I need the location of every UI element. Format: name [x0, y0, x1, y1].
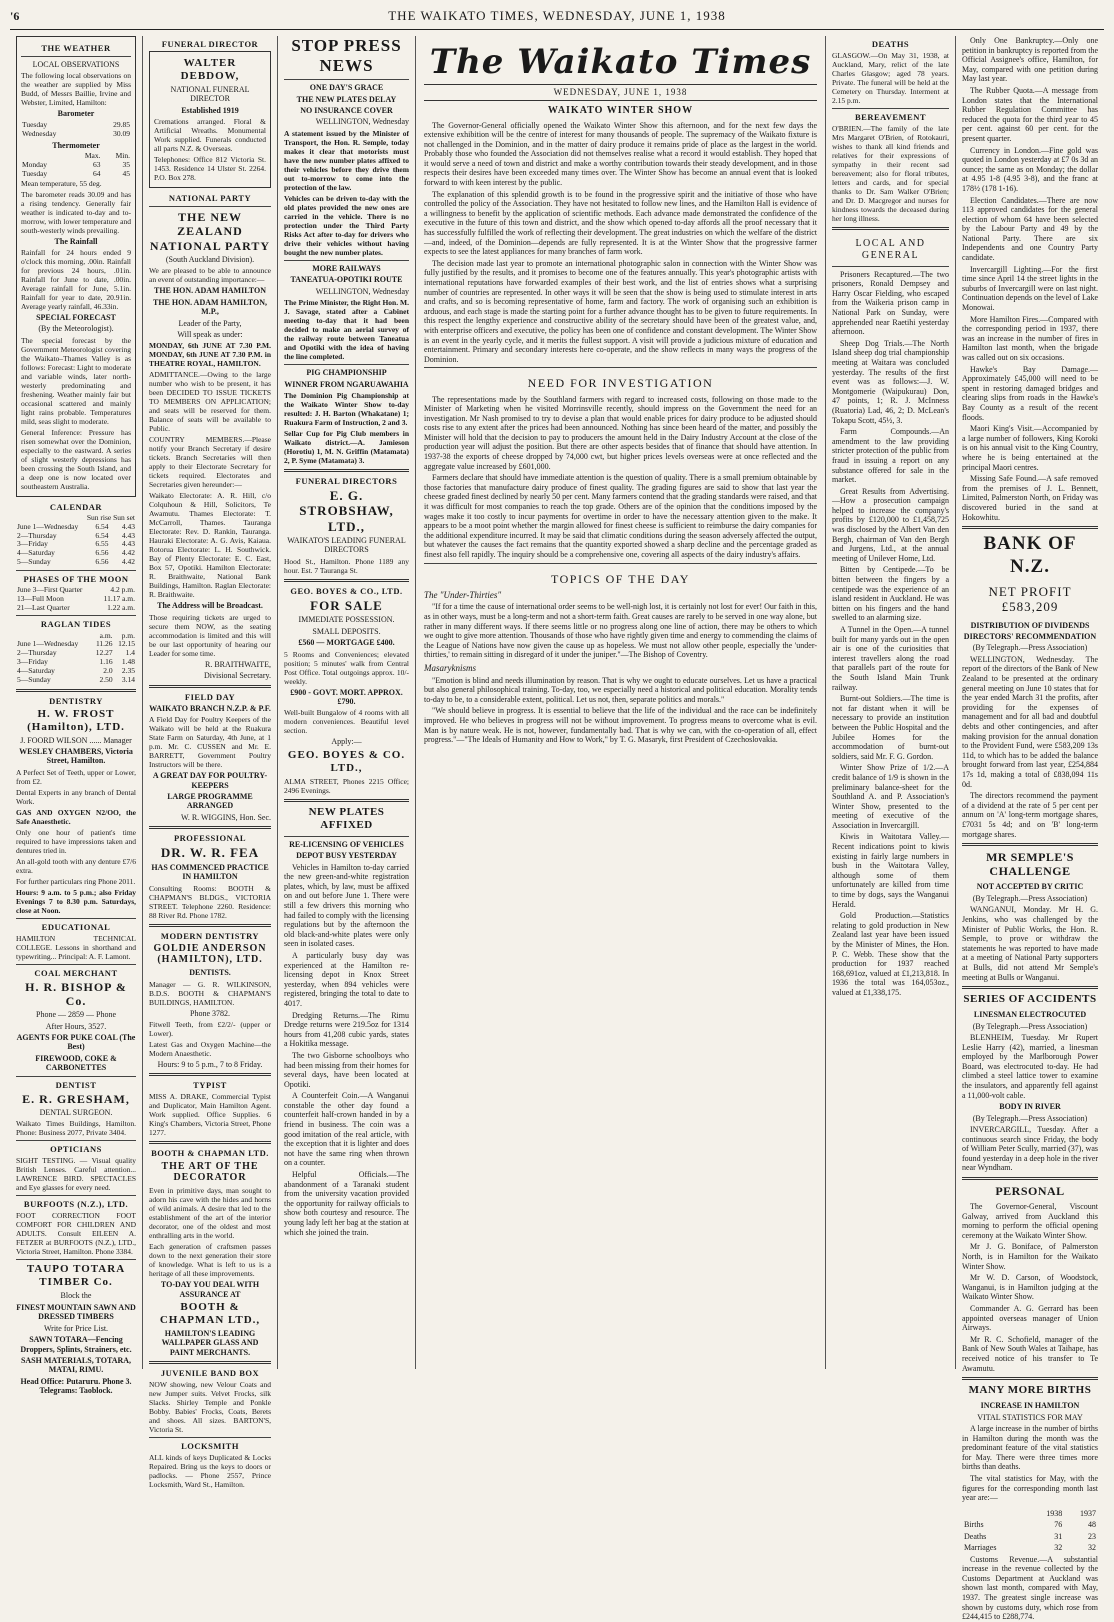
mean-temp: Mean temperature, 55 deg. — [21, 178, 102, 188]
bishop-name: H. R. BISHOP & Co. — [25, 979, 127, 1009]
bereavement-heading: BEREAVEMENT — [855, 112, 926, 123]
running-masthead: THE WAIKATO TIMES, WEDNESDAY, JUNE 1, 1938 — [388, 8, 726, 23]
weather-sub: LOCAL OBSERVATIONS — [32, 60, 120, 70]
page-header — [10, 8, 1104, 30]
juvenile-title: JUVENILE BAND BOX — [160, 1368, 260, 1379]
walter-ad: WALTER DEBDOW, NATIONAL FUNERAL DIRECTOR Established 1919 Cremations arranged. Floral & Artificial Wreaths. Monumental Work supplied. Funerals conducted all parts N.Z. & Overseas. Telephones: Office 812 Victoria St. 1453. Residence 14 Ulster St. 2264. P.O. Box 278. — [149, 51, 271, 188]
frost-address: WESLEY CHAMBERS, Victoria Street, Hamilton. — [19, 746, 133, 766]
lead-heading: WAIKATO WINTER SHOW — [547, 104, 694, 116]
deaths-heading: DEATHS — [871, 39, 910, 49]
semple-title: MR SEMPLE'S CHALLENGE — [986, 850, 1074, 879]
general-inference: General Inference: Pressure has risen somewhat over the Dominion, especially to the eastward. A series of slight westerly depressions has been crossing the South Island, and a deep one is now located over southeastern Australia. — [21, 427, 131, 491]
column-5: DEATHS GLASGOW.—On May 31, 1938, at Auckland, Mary, relict of the late Charles Glasgow; aged 78 years. Private. The funeral will be held at the Cemetery on Thursday. Interment at 2.15 p.m. BEREAVEMENT O'BRIEN.—The family of the late Mrs Margaret O'Brien, of Rotokauri, wishes to thank all kind friends and relatives for their expressions of sympathy in their recent sad bereavement; also for floral tributes, letters and cards, and for special thanks to Dr. Sam Walker O'Brien; and Dr. D. Macgregor and nurses for kindness towards the deceased during her long illness. LOCAL AND GENERAL Prisoners Recaptured.—The two prisoners, Ronald Dempsey and Harry Oscar Fielding, who escaped from the Waikeria prison camp in National Park on Sunday, were apprehended near Raetihi yesterday afternoon. Sheep Dog Trials.—The North Island sheep dog trial championship meeting at Waitara was concluded yesterday. The results of the first event was as follows:—J. W. Montgomerie (Waipukurau) Don, 47 points, 1; R. J. McInness (Ruatoria) Lad, 46, 2; D. McLean's Tokapu Scott, 45½, 3. Farm Compounds.—An amendment to the law providing stricter protection of the public from fraud in issuing a report on any substance offered for sale in the market. Great Results from Advertising.—How a prosecution campaign helped to increase the company's profits by £120,000 to £1,458,725 was disclosed by the Albert Van den Bergh, chairman of Van den Bergh and Jurgens, Ltd., at the annual meeting of Unilever Home, Ltd. Bitten by Centipede.—To be bitten between the fingers by a centipede was the experience of an island resident in Auckland. He was bitten on his fingers and the hand swelled to an alarming size. A Tunnel in the Open.—A tunnel built for many yards out in the open air is one of the curiosities that interest travellers along the road that parallels part of the route for the South Island Main Trunk railway. Burnt-out Soldiers.—The time is not far distant when it will be necessary to provide an institution between the Public Hospital and the Jubilee Homes for the accommodation of burnt-out soldiers, said Mr. F. G. Gordon. Winter Show Prize of 1/2.—A credit balance of 1/9 is shown in the preliminary balance-sheet for the Southland A. and P. Association's Winter Show, presented to the meeting of executive of the Association in Invercargill. Kiwis in Waitotara Valley.—Recent indications point to kiwis existing in fairly large numbers in bush in the Waitotara Valley, although some of them unfortunately are killed from time to time by dogs, says the Wanganui Herald. Gold Production.—Statistics relating to gold production in New Zealand last year have been issued by the Minister of Mines, the Hon. P. C. Webb. These show that the production for 1937 reached 168,691oz, valued at £1,213,818. In 1936 the total was 164,053oz., valued at £1,338,175. — [826, 36, 956, 1369]
party-name: THE NEW ZEALAND NATIONAL PARTY — [149, 210, 271, 253]
booth-title: BOOTH & CHAPMAN LTD. — [151, 1148, 269, 1159]
barometer-text: The barometer reads 30.09 and has a rising tendency. Generally fair weather is indicated to-day and to-morrow, with lower temperature and south-westerly winds prevailing. — [21, 189, 131, 235]
calendar-table: Sun rise Sun set June 1—Wednesday 6.54 4.43 2—Thursday 6.54 4.43 3—Friday 6.55 4.43 4—Saturday 6.56 4.42 5—Sunday 6.56 4.42 — [17, 512, 135, 567]
educational-text: HAMILTON TECHNICAL COLLEGE. Lessons in shorthand and typewriting... Principal: A. F. Lamont. — [16, 933, 136, 961]
weather-box — [16, 36, 136, 497]
accidents-title: SERIES OF ACCIDENTS — [963, 993, 1097, 1006]
masthead-title: The Waikato Times — [429, 42, 812, 82]
locksmith-title: LOCKSMITH — [181, 1441, 239, 1452]
vital-statistics-table: 1938 1937 Births 76 48 Deaths 31 23 Marriages 32 32 — [964, 1508, 1096, 1553]
frost-name: H. W. FROST (Hamilton), LTD. — [27, 707, 125, 733]
boyes-title: GEO. BOYES & CO., LTD. — [290, 585, 403, 596]
bank-net-profit: NET PROFIT £583,209 — [988, 583, 1072, 615]
fea-name: DR. W. R. FEA — [160, 845, 260, 861]
column-2: FUNERAL DIRECTOR WALTER DEBDOW, NATIONAL FUNERAL DIRECTOR Established 1919 Cremations arranged. Floral & Artificial Wreaths. Monumental Work supplied. Funerals conducted all parts N.Z. & Overseas. Telephones: Office 812 Victoria St. 1453. Residence 14 Ulster St. 2264. P.O. Box 278. NATIONAL PARTY THE NEW ZEALAND NATIONAL PARTY (South Auckland Division). We are pleased to be able to announce an event of outstanding importance:— THE HON. ADAM HAMILTON THE HON. ADAM HAMILTON, M.P., Leader of the Party, Will speak as under: MONDAY, 6th JUNE AT 7.30 P.M. MONDAY, 6th JUNE AT 7.30 P.M. in THEATRE ROYAL, HAMILTON. ADMITTANCE.—Owing to the large number who wish to be present, it has been DECIDED TO ISSUE TICKETS TO MEMBERS ON APPLICATION; and seats will be reserved for them. Balance of seats will be available to Public. COUNTRY MEMBERS.—Please notify your Branch Secretary if desire tickets. Branch Secretaries will then apply to their Electorate Secretary for tickets required. Electorates and Secretaries given hereunder:— Waikato Electorate: A. R. Hill, c/o Colquhoun & Hill, Solicitors, Te Awamutu. Thames Electorate: T. McCarroll, Thames. Tauranga Electorate: Rev. D. Rankin, Tauranga. Hauraki Electorate: A. G. Avis, Kaiaua. Rotorua Electorate: L. H. Southwick. Bay of Plenty Electorate: E. C. East, Box 57, Opotiki. Hamilton Electorate: R. Braithwaite, National Bank Buildings, Hamilton. Raglan Electorate: R. Braithwaite. The Address will be Broadcast. Those requiring tickets are urged to secure them NOW, as the seating accommodation is limited and this will be our last opportunity of hearing our Leader for some time. R. BRAITHWAITE, Divisional Secretary. FIELD DAY WAIKATO BRANCH N.Z.P. & P.F. A Field Day for Poultry Keepers of the Waikato will be held at the Ruakura State Farm on Saturday, 4th June, at 1 p.m. Mr. C. CUSSEN and Mr. E. BARRETT, Government Poultry Instructors will be there. A GREAT DAY FOR POULTRY-KEEPERS LARGE PROGRAMME ARRANGED W. R. WIGGINS, Hon. Sec. PROFESSIONAL DR. W. R. FEA HAS COMMENCED PRACTICE IN HAMILTON Consulting Rooms: BOOTH & CHAPMAN'S BLDGS., VICTORIA STREET. Telephone 2260. Residence: 88 River Rd. Phone 1782. MODERN DENTISTRY GOLDIE ANDERSON (HAMILTON), LTD. DENTISTS. Manager — G. R. WILKINSON, B.D.S. BOOTH & CHAPMAN'S BUILDINGS, HAMILTON. Phone 3782. Fitwell Teeth, from £2/2/- (upper or Lower). Latest Gas and Oxygen Machine—the Modern Anaesthetic. Hours: 9 to 5 p.m., 7 to 8 Friday. TYPIST MISS A. DRAKE, Commercial Typist and Duplicator, Main Hamilton Agent. Work supplied. Office Supplies. 6 King's Chambers, Victoria Street, Phone 1277. BOOTH & CHAPMAN LTD. THE ART OF THE DECORATOR Even in primitive days, man sought to adorn his cave with the hides and horns of wild animals. A desire that led to the establishment of the art of the interior decorator, one of the oldest and most enthralling arts in the world. Each generation of craftsmen passes down to the next generation their store of knowledge. What is left to us is a heritage of all these improvements. TO-DAY YOU DEAL WITH ASSURANCE AT BOOTH & CHAPMAN LTD., HAMILTON'S LEADING WALLPAPER GLASS AND PAINT MERCHANTS. JUVENILE BAND BOX NOW showing, new Velour Coats and new Jumper suits. Velvet Frocks, silk Slacks. Shirley Temple and Ponkle Bobby. Babies' Frocks, Coats, Berets and shoes. All sizes. BARTON'S, Victoria St. LOCKSMITH ALL kinds of keys Duplicated & Locks Repaired. Bring us the keys to doors or padlocks. — Phone 2557, Prince Locksmith, Ward St., Hamilton. — [143, 36, 278, 1369]
tides-table: a.m. p.m. June 1—Wednesday 11.26 12.15 2—Thursday 12.27 1.4 3—Friday 1.16 1.48 4—Saturday 2.0 2.35 5—Sunday 2.50 3.14 — [17, 630, 135, 684]
typist-title: TYPIST — [193, 1080, 227, 1091]
coal-title: COAL MERCHANT — [34, 967, 118, 978]
tides-title: RAGLAN TIDES — [40, 619, 112, 630]
calendar-title: CALENDAR — [49, 501, 103, 512]
funeral-title: FUNERAL DIRECTOR — [161, 39, 259, 49]
column-editorial: The Waikato Times WEDNESDAY, JUNE 1, 1938 WAIKATO WINTER SHOW The Governor-General officially opened the Waikato Winter Show this afternoon, and for the next few days the extensive exhibition will be the centre of interest for many thousands of people. The supremacy of the Waikato fixture is not challenged in the Dominion, and in the matter of dairy produce it remains pride of place as the largest in the world. Probably those who founded the Association did not themselves realise what a record it would establish. They hoped that it would serve a need of town and district and make a worthy contribution towards their steady development, and in those respects their desires have been exceeded many times over. The Winter Show has become an annual event that is looked forward to with keen interest by the public. The explanation of this splendid growth is to be found in the progressive spirit and the initiative of those who have controlled the policy of the Association. They have not hesitated to follow new lines, and the Hamilton Hall is evidence of a willingness to benefit by the application of scientific methods. Each advance made demonstrated the confidence of the executive in the future of this town and district, and the show which opened to-day affords all the proof necessary that it has successfully fulfilled the work of reflecting their development. The great industries on which the welfare of the district—and, indeed, of the Dominion—depends are fully represented. It is at the Winter Show that the progressive farmer expects to see the latest appliances for many branches of farm work. The decision made last year to promote an international photographic salon in connection with the Winter Show was fully justified by the results, and it promises to become one of the features annually. This year's photographic artists with international reputations have forwarded examples of their best work, and the list of entries shows what a surprising number of countries are represented. In other ways it will be seen that the show is being used to stimulate interest in arts and crafts, and so is becoming representative of home, farm and factory. The work of organising such an exhibition is arduous, and each stage is made the starting point for a further advance thought has to be given to future requirements. In this respect the lengthy experience and constructive ability of the secretary should have been of the greatest value, and, with enterprise officers and executive, the policy has been one of confidence and constant development. The Winter Show is an event in the yearly cycle, and it merits the fullest support. A visit will provide a judicious mixture of education and entertainment. Primary and secondary interests here co-operate, and the show reflects in many ways the progress of the Dominion. NEED FOR INVESTIGATION The representations made by the Southland farmers with regard to increased costs, following on those made to the Minister of Marketing when he visited Morrinsville recently, should impress on the Government the need for an investigation. Mr Nash promised to try to devise a plan that would enable prices for dairy produce to be adjusted should costs rise to any extent after the prices had been announced. Nothing has since been heard of the matter, and possibly the Minister will hold that the decision to pay to producers the amount held in the Dairy Industry Account at the close of the production year will adjust the position. But there are other aspects besides that of finance that should have attention. In 1937-38 the exports of cheese dropped by 74,000 cwt, but higher prices levels overseas were at once reflected and the aggregate value increased by £601,000. Farmers declare that should have immediate attention is the question of quality. There is a small premium obtainable by those factories that manufacture dairy produce of finest quality. The grading figures are said to show that last year the cheese graded finest declined by nearly 50 per cent. Many farmers contend that the grading standards were raised, and that it was difficult for most companies to reach the top grade. Others are of the opinion that the conditions imposed by the wages make it too costly to incur payments for overtime in order to have the necessary attention given to the make. It appears to be a moot point whether the margin allowed for finest cheese is sufficient to reimburse the dairy companies for the additional expenditure incurred. It may be said that climatic conditions during the season adversely affected the output, but whatever the causes the fact remains that the quantity exported showed a sharp decline and the percentage graded as finest also fell rapidly. The inquiry should be a comprehensive one, covering all aspects of the dairy industry's affairs. TOPICS OF THE DAY The "Under-Thirties" "If for a time the cause of international order seems to be well-nigh lost, it is certainly not lost for ever! Our faith in this, as in other ways, must be a long-term and not a short-term faith. Great causes are rarely to be served in one way alone, but rather in many different ways. If there seems little or no progress along one line of action, there may be others to which we ought to give more attention. Thousands of those who have rightly given time and energy to commending the claims of the League of Nations have now given the cause up as hopeless. We must not allow other people, especially the 'under-thirties,' to remain sitting in disregard of it under the juniper."—The Bishop of Coventry. Masaryknisms "Emotion is blind and needs illumination by reason. That is why we ought to educate ourselves. Let us have a practical but also general philosophical training. To-day, too, we especially need a historical and political education. Morality tends to-day to be, to a considerable extent, political. Let us not, then, separate politics and morals." "We should believe in progress. It is essential to believe that the life of the individual and the race can be indefinitely improved. He who believes in progress will not be without improvement. To progress means to overcome what is evil. Man is by nature weak. He is not, however, fundamentally bad. That is why we can, with the co-operation of all, effect progress."—"The Ideals of Humanity and How to Work," by T. G. Masaryk, first President of Czechoslovakia. — [416, 36, 826, 1369]
plates-head: NEW PLATES AFFIXED — [308, 805, 385, 831]
burfoots-text: FOOT CORRECTION FOOT COMFORT FOR CHILDREN AND ADULTS. Consult EILEEN A. FETZER at BURFOOTS (N.Z.), LTD., Victoria Street, Hamilton. Phone 3384. — [16, 1211, 136, 1257]
forecast-label: SPECIAL FORECAST — [36, 312, 116, 322]
topics-heading: TOPICS OF THE DAY — [551, 571, 690, 586]
moon-title: PHASES OF THE MOON — [23, 573, 129, 584]
rainfall-text: Rainfall for 24 hours ended 9 o'clock this morning, .00in. Rainfall for previous 24 hours, .01in. Rainfall for June to date, .00in. Average rainfall for June, 5.1in. Rainfall for year to date, 20.91in. Average yearly rainfall, 46.33in. — [21, 247, 131, 311]
forecast-by: (By the Meteorologist). — [38, 324, 114, 334]
bank-title: BANK OF N.Z. — [983, 533, 1077, 577]
rainfall-label: The Rainfall — [54, 236, 98, 246]
educational-title: EDUCATIONAL — [41, 921, 111, 932]
local-heading: LOCAL AND GENERAL — [855, 238, 926, 261]
party-title: NATIONAL PARTY — [168, 193, 252, 204]
thermometer-table: Max. Min. Monday 63 35 Tuesday 64 45 — [22, 151, 130, 178]
frost-manager: J. FOORD WILSON ...... Manager — [20, 735, 132, 745]
taupo-name: TAUPO TOTARA TIMBER Co. — [26, 1263, 126, 1289]
weather-intro: The following local observations on the weather are supplied by Miss Budd, of Messrs Baillie, Irvine and Webster, Limited, Hamilton: — [21, 71, 131, 108]
fieldday-title: FIELD DAY — [184, 691, 236, 702]
dentist-title: DENTIST — [55, 1079, 97, 1090]
personal-title: PERSONAL — [995, 1183, 1065, 1198]
masthead-date: WEDNESDAY, JUNE 1, 1938 — [424, 84, 817, 101]
funeral-directors-title: FUNERAL DIRECTORS — [295, 476, 398, 487]
column-3: STOP PRESS NEWS ONE DAY'S GRACE THE NEW PLATES DELAY NO INSURANCE COVER WELLINGTON, Wednesday A statement issued by the Minister of Transport, the Hon. R. Semple, today makes it clear that motorists must have the new number plates affixed to their vehicles before they drive them out to-morrow to come into the protection of the law. Vehicles can be driven to-day with the old plates provided the new ones are carried in the vehicle. There is no protection under the Third Party Risks Act after to-day for drivers who drive their vehicles without having bought the new number plates. MORE RAILWAYS TANEATUA-OPOTIKI ROUTE WELLINGTON, Wednesday The Prime Minister, the Right Hon. M. J. Savage, stated after a Cabinet meeting to-day that it had been decided to make an aerial survey of the railway route between Taneatua and Opotiki with the idea of having the line completed. PIG CHAMPIONSHIP WINNER FROM NGARUAWAHIA The Dominion Pig Championship at the Waikato Winter Show to-day resulted: J. H. Barton (Whakatane) 1; Ruakura Farm of Instruction, 2 and 3. Sellar Cup for Pig Club members in Waikato district.—A. Jamieson (Horotiu) 1, M. N. Griffin (Matamata) 2, P. Syme (Matamata) 3. FUNERAL DIRECTORS E. G. STROBSHAW, LTD., WAIKATO'S LEADING FUNERAL DIRECTORS Hood St., Hamilton. Phone 1189 any hour. Est. 7 Tauranga St. GEO. BOYES & CO., LTD. FOR SALE IMMEDIATE POSSESSION. SMALL DEPOSITS. £560 — MORTGAGE £400. 5 Rooms and Conveniences; elevated position; 5 minutes' walk from Central Post Office. Total outgoings approx. 10/- weekly. £900 - GOVT. MORT. APPROX. £790. Well-built Bungalow of 4 rooms with all modern conveniences. Beautiful level section. Apply:— GEO. BOYES & CO. LTD., ALMA STREET, Phones 2215 Office; 2496 Evenings. NEW PLATES AFFIXED RE-LICENSING OF VEHICLES DEPOT BUSY YESTERDAY Vehicles in Hamilton to-day carried the new green-and-white registration plates, which, by law, must be affixed on and out before June 1. There were still a few drivers this morning who had failed to comply with the licensing regulations but by the afternoon the old black-and-white plates were only seen in isolated cases. A particularly busy day was experienced at the Hamilton re-licensing depot in Knox Street yesterday, when 894 vehicles were registered, bringing the total to date to 4017. Dredging Returns.—The Rimu Dredge returns were 219.5oz for 1314 hours from 41,208 cubic yards, states a Hokitika message. The two Gisborne schoolboys who had been missing from their homes for several days, have been located at Opotiki. A Counterfeit Coin.—A Wanganui constable the other day found a counterfeit half-crown handed in by a friend in business. The coin was a good imitation of the real article, with the exception that it is lighter and does not have the same ring when thrown on a counter. Helpful Officials.—The abandonment of a Taranaki student from the university vacation provided the opportunity for railway officials to show both courtesy and resource. The young lady left her bag at the station at which she joined the train. — [278, 36, 416, 1369]
barometer-table: Tuesday 29.85 Wednesday 30.09 — [22, 119, 130, 138]
forecast-text: The special forecast by the Government Meteorologist covering the Waikato–Thames Valley is as follows: Forecast: Light to moderate and variable winds, later north-westerly predominating and freshening. Weather mainly fair but occasional scattered and mainly light rains probable. Temperatures mild, seas slight to moderate. — [21, 335, 131, 426]
column-1: THE WEATHER LOCAL OBSERVATIONS The following local observations on the weather are supplied by Miss Budd, of Messrs Baillie, Irvine and Webster, Limited, Hamilton: Barometer Tuesday 29.85 Wednesday 30.09 Thermometer Max. Min. Monday 63 35 Tuesday 64 45 Mean temperature, 55 deg. The barometer reads 30.09 and has a rising tendency. Generally fair weather is indicated to-day and to-morrow, with lower temperature and south-westerly winds prevailing. The Rainfall Rainfall for 24 hours ended 9 o'clock this morning, .00in. Rainfall for previous 24 hours, .01in. Rainfall for June to date, .00in. Average rainfall for June, 5.1in. Rainfall for year to date, 20.91in. Average yearly rainfall, 46.33in. SPECIAL FORECAST (By the Meteorologist). The special forecast by the Government Meteorologist covering the Waikato–Thames Valley is as follows: Forecast: Light to moderate and variable winds, later north-westerly predominating and freshening. Weather mainly fair but occasional scattered and mainly light rains probable. Temperatures mild, seas slight to moderate. General Inference: Pressure has risen somewhat over the Dominion, especially to the eastward. A series of slight westerly depressions has been crossing the South Island, and a deep one is now located over southeastern Australia. CALENDAR Sun rise Sun set June 1—Wednesday 6.54 4.43 2—Thursday 6.54 4.43 3—Friday 6.55 4.43 4—Saturday 6.56 4.42 5—Sunday 6.56 4.42 PHASES OF THE MOON June 3—First Quarter 4.2 p.m. 13—Full Moon 11.17 a.m. 21—Last Quarter 1.22 a.m. RAGLAN TIDES a.m. p.m. June 1—Wednesday 11.26 12.15 2—Thursday 12.27 1.4 3—Friday 1.16 1.48 4—Saturday 2.0 2.35 5—Sunday 2.50 3.14 DENTISTRY H. W. FROST (Hamilton), LTD. J. FOORD WILSON ...... Manager WESLEY CHAMBERS, Victoria Street, Hamilton. A Perfect Set of Teeth, upper or Lower, from £2. Dental Experts in any branch of Dental Work. GAS AND OXYGEN N2/OO, the Safe Anaesthetic. Only one hour of patient's time required to have impressions taken and dentures tried in. An all-gold tooth with any denture £7/6 extra. For further particulars ring Phone 2011. Hours: 9 a.m. to 5 p.m.; also Friday Evenings 7 to 8.30 p.m. Saturdays, close at Noon. EDUCATIONAL HAMILTON TECHNICAL COLLEGE. Lessons in shorthand and typewriting... Principal: A. F. Lamont. COAL MERCHANT H. R. BISHOP & Co. Phone — 2859 — Phone After Hours, 3527. AGENTS FOR PUKE COAL (The Best) FIREWOOD, COKE & CARBONETTES DENTIST E. R. GRESHAM, DENTAL SURGEON. Waikato Times Buildings, Hamilton. Phone: Business 2077, Private 3404. OPTICIANS SIGHT TESTING. — Visual quality British Lenses. Careful attention... LAWRENCE BIRD. SPECTACLES and Eye glasses for every need. BURFOOTS (N.Z.), LTD. FOOT CORRECTION FOOT COMFORT FOR CHILDREN AND ADULTS. Consult EILEEN A. FETZER at BURFOOTS (N.Z.), LTD., Victoria Street, Hamilton. Phone 3384. TAUPO TOTARA TIMBER Co. Block the FINEST MOUNTAIN SAWN AND DRESSED TIMBERS Write for Price List. SAWN TOTARA—Fencing Droppers, Splints, Strainers, etc. SASH MATERIALS, TOTARA, MATAI, RIMU. Head Office: Putaruru. Phone 3. Telegrams: Taoblock. — [10, 36, 143, 1369]
thermometer-label: Thermometer — [52, 140, 100, 150]
modern-dentistry-title: MODERN DENTISTRY — [160, 930, 260, 941]
page-number: '6 — [10, 9, 20, 23]
need-heading: NEED FOR INVESTIGATION — [527, 376, 714, 391]
moon-table: June 3—First Quarter 4.2 p.m. 13—Full Moon 11.17 a.m. 21—Last Quarter 1.22 a.m. — [17, 584, 135, 612]
column-6: Only One Bankruptcy.—Only one petition in bankruptcy is reported from the Official Assignee's office, Hamilton, for May, compared with one petition during May last year. The Rubber Quota.—A message from London states that the International Rubber Regulation Committee has reduced the quota for the third year to 45 per cent. against 60 per cent. for the present quarter. Currency in London.—Fine gold was quoted in London yesterday at £7 0s 3d an ounce; the same as on Monday; the dollar at 4.95 1-8 (4.95 3-8), and the franc at 178½ (178 1-16). Election Candidates.—There are now 113 approved candidates for the general election of whom 64 have been selected by the Labour Party and 49 by the National Party. There are six Independents and one Country Party candidate. Invercargill Lighting.—For the first time since April 14 the street lights in the suburbs of Invercargill were on last night. Continuation depends on the level of Lake Monowai. More Hamilton Fires.—Compared with the corresponding period in 1937, there was an increase in the number of fires in Hamilton last month, when the brigade was called out on six occasions. Hawke's Bay Damage.—Approximately £45,000 will need to be spent in restoring damaged bridges and clearing slips from roads in the Hawke's Bay County as a result of the recent floods. Maori King's Visit.—Accompanied by a large number of followers, King Koroki is on his annual visit to the King Country, where he is being entertained at the principal Maori centres. Missing Safe Found.—A safe removed from the premises of J. L. Bennett, Limited, Palmerston North, on Friday was discovered buried in the sand at Hokowhitu. BANK OF N.Z. NET PROFIT £583,209 DISTRIBUTION OF DIVIDENDS DIRECTORS' RECOMMENDATION (By Telegraph.—Press Association) WELLINGTON, Wednesday. The report of the directors of the Bank of New Zealand to be presented at the ordinary general meeting on June 10 states that for the year ended March 31 the profits, after providing for the expenses of management and for all bad and doubtful debts and other contingencies, and after making provision for the annual donation to the Provident Fund, were £583,209 13s 11d, to which has to be added the balance brought forward from last year, £254,884 17s 1d, making a total of £838,094 11s 0d. The directors recommend the payment of a dividend at the rate of 5 per cent per annum on 'A' long-term mortgage shares, £7031 5s 4d; and on 'B' long-term mortgage shares. MR SEMPLE'S CHALLENGE NOT ACCEPTED BY CRITIC (By Telegraph.—Press Association) WANGANUI, Monday. Mr H. G. Jenkins, who was challenged by the Minister of Public Works, the Hon. R. Semple, to prove or withdraw the statements he was reported to have made at a meeting of National Party supporters at Bulls, did not attend Mr Semple's meeting at Bulls or Wanganui. SERIES OF ACCIDENTS LINESMAN ELECTROCUTED (By Telegraph.—Press Association) BLENHEIM, Tuesday. Mr Rupert Leslie Harry (42), married, a linesman employed by the Marlborough Power Board, was electrocuted to-day. He had climbed a steel lattice tower to examine the insulators, and apparently fell against a 11,000-volt cable. BODY IN RIVER (By Telegraph.—Press Association) INVERCARGILL, Tuesday. After a continuous search since Friday, the body of William Peter Scully, married (37), was found yesterday in a deep hole in the river near Wyndham. PERSONAL The Governor-General, Viscount Galway, arrived from Auckland this morning to perform the official opening ceremony at the Waikato Winter Show. Mr J. G. Boniface, of Palmerston North, is in Hamilton for the Waikato Winter Show. Mr W. D. Carson, of Woodstock, Wanganui, is in Hamilton judging at the Waikato Winter Show. Commander A. G. Gerrard has been appointed overseas manager of Union Airways. Mr R. C. Schofield, manager of the Bank of New South Wales at Taihape, has received notice of his transfer to Te Awamutu. MANY MORE BIRTHS INCREASE IN HAMILTON VITAL STATISTICS FOR MAY A large increase in the number of births in Hamilton during the month was the predominant feature of the vital statistics for May. There were three times more births than deaths. The vital statistics for May, with the figures for the corresponding month last year are:— 1938 1937 Births 76 48 Deaths 31 23 Marriages 32 32 Customs Revenue.—A substantial increase in the revenue collected by the Customs Department at Auckland was shown last month, compared with May, 1937. The greatest single increase was shown by customs duty, which rose from £244,415 to £288,774. — [962, 36, 1098, 1622]
stop-press-title: STOP PRESS NEWS — [291, 36, 402, 76]
gresham-name: E. R. GRESHAM, — [22, 1091, 130, 1106]
barometer-label: Barometer — [57, 109, 95, 119]
births-title: MANY MORE BIRTHS — [968, 1384, 1092, 1397]
professional-title: PROFESSIONAL — [173, 833, 247, 844]
weather-title: THE WEATHER — [41, 43, 111, 53]
burfoots-title: BURFOOTS (N.Z.), LTD. — [23, 1199, 129, 1210]
opticians-title: OPTICIANS — [50, 1144, 102, 1155]
dentistry-title: DENTISTRY — [49, 695, 103, 706]
opticians-text: SIGHT TESTING. — Visual quality British Lenses. Careful attention... LAWRENCE BIRD. SPECTACLES and Eye glasses for every need. — [16, 1156, 136, 1193]
